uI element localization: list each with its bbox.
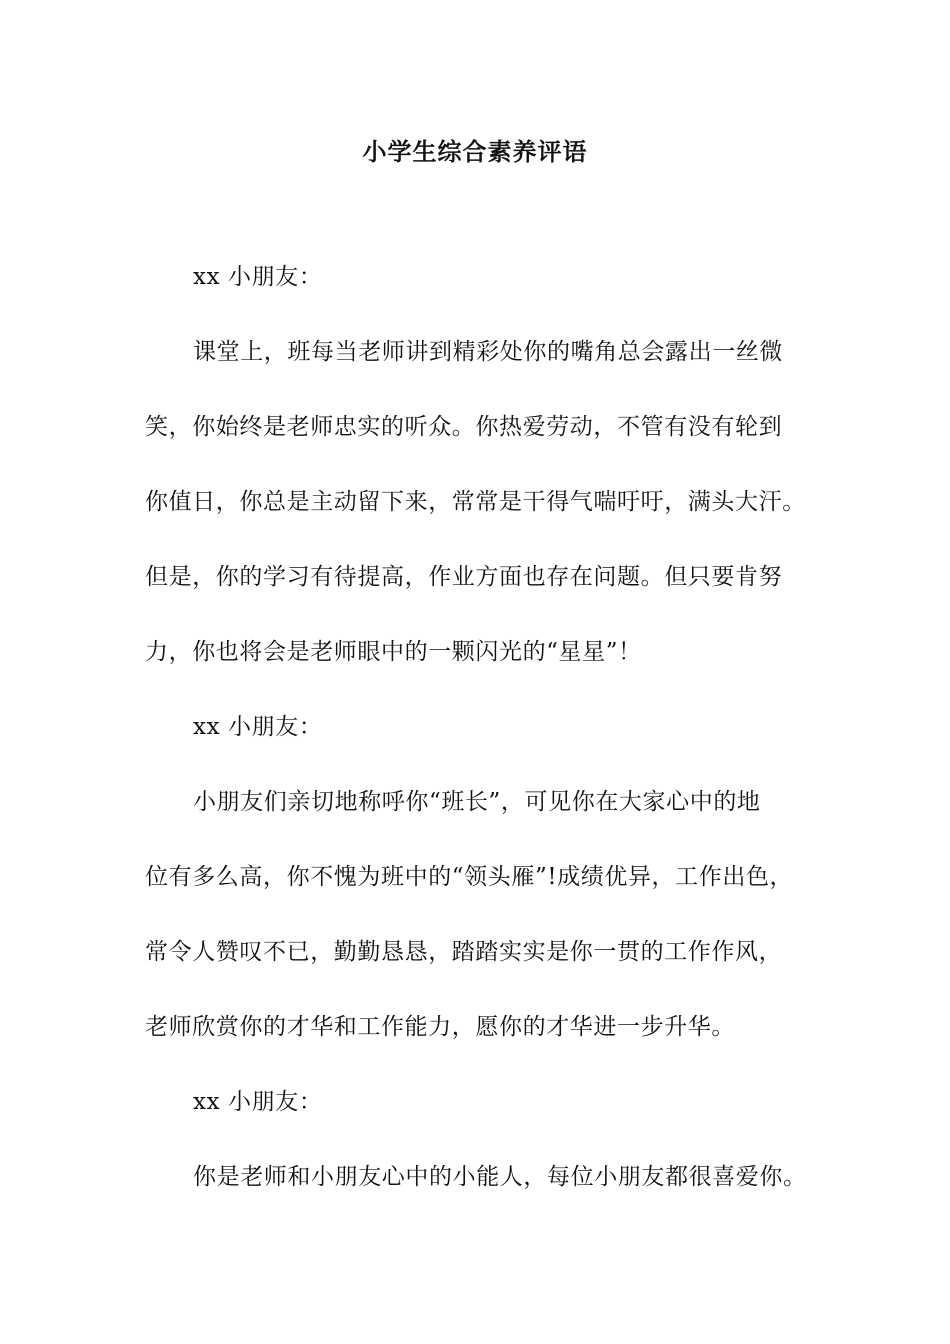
paragraph-line: 力，你也将会是老师眼中的一颗闪光的“星星”！ <box>145 639 642 665</box>
salutation-line: xx 小朋友： <box>193 264 323 290</box>
paragraph-line: 老师欣赏你的才华和工作能力，愿你的才华进一步升华。 <box>145 1014 735 1040</box>
document-body <box>145 254 825 1229</box>
paragraph-line: 课堂上，班每当老师讲到精彩处你的嘴角总会露出一丝微 <box>193 339 783 365</box>
salutation-line: xx 小朋友： <box>193 714 323 740</box>
paragraph-line: 小朋友们亲切地称呼你“班长”，可见你在大家心中的地 <box>193 789 761 815</box>
paragraph-line: 笑，你始终是老师忠实的听众。你热爱劳动，不管有没有轮到 <box>145 414 783 440</box>
salutation-line: xx 小朋友： <box>193 1089 323 1115</box>
paragraph-line: 你值日，你总是主动留下来，常常是干得气喘吁吁，满头大汗。 <box>145 489 806 515</box>
paragraph-line: 位有多么高，你不愧为班中的“领头雁”!成绩优异，工作出色， <box>145 864 794 890</box>
paragraph-line: 你是老师和小朋友心中的小能人，每位小朋友都很喜爱你。 <box>193 1164 807 1190</box>
paragraph-line: 常令人赞叹不已，勤勤恳恳，踏踏实实是你一贯的工作作风， <box>145 939 783 965</box>
paragraph-line: 但是，你的学习有待提高，作业方面也存在问题。但只要肯努 <box>145 564 783 590</box>
document-title: 小学生综合素养评语 <box>362 137 588 166</box>
